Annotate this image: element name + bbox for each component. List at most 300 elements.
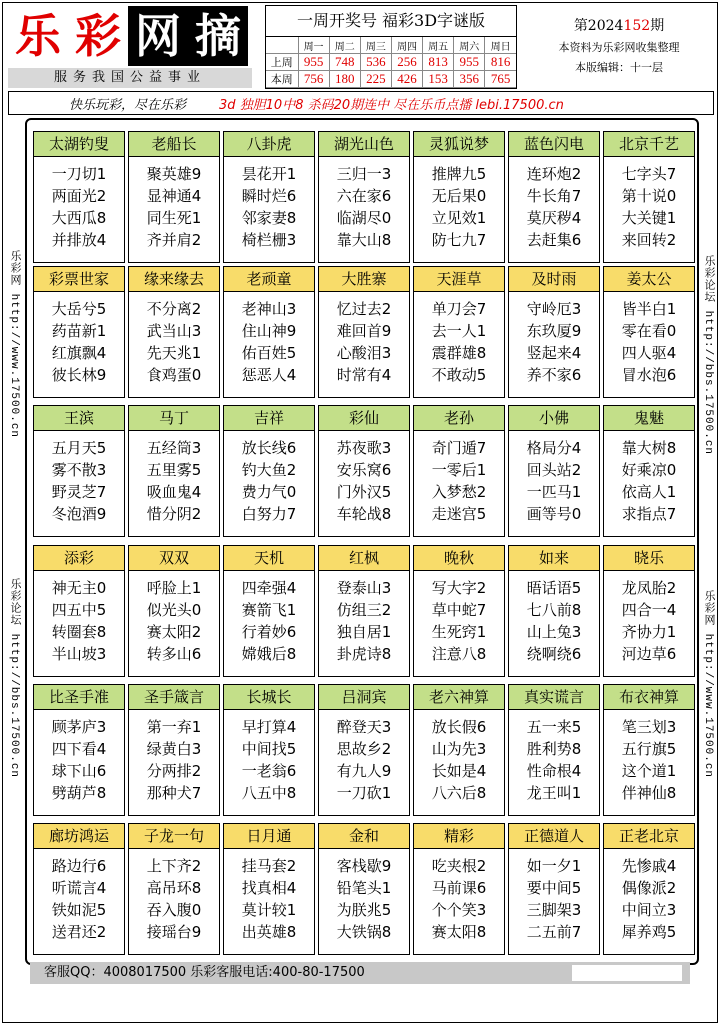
riddle-line: 转多山6 [146,645,202,663]
riddle-line: 高吊环8 [146,879,202,897]
card-title: 圣手箴言 [129,685,219,710]
riddle-line: 回头站2 [526,461,582,479]
card-title: 及时雨 [509,267,599,292]
card-body [34,157,124,251]
banner-slogan: 快乐玩彩，尽在乐彩 [69,97,187,113]
banner [8,91,714,115]
riddle-line: 伴神仙8 [621,784,677,802]
riddle-line: 要中间5 [526,879,582,897]
riddle-line: 画等号0 [526,505,582,523]
card-body [34,849,124,943]
card-body [224,571,314,665]
card-body [34,292,124,386]
riddle-line: 卦虎诗8 [336,645,392,663]
card-title: 正老北京 [604,824,694,849]
riddle-card [318,545,410,677]
riddle-card [413,823,505,955]
riddle-line: 难回首9 [336,322,392,340]
riddle-line: 中间找5 [241,740,297,758]
riddle-line: 送君还2 [51,923,107,941]
riddle-line: 一刀砍1 [336,784,392,802]
riddle-line: 醉登天3 [336,718,392,736]
riddle-line: 零在看0 [621,322,677,340]
logo-char-2: 彩 [68,6,128,66]
riddle-line: 客栈歇9 [336,857,392,875]
riddle-line: 惩恶人4 [241,366,297,384]
table-corner-cell [266,37,298,54]
riddle-line: 彼长林9 [51,366,107,384]
card-body [414,571,504,665]
riddle-line: 有九人9 [336,762,392,780]
riddle-line: 药苗新1 [51,322,107,340]
riddle-line: 走迷宫5 [431,505,487,523]
riddle-card [128,266,220,398]
card-body [604,292,694,386]
card-title: 金和 [319,824,409,849]
card-body [509,292,599,386]
riddle-card [223,823,315,955]
card-body [604,710,694,804]
riddle-line: 仿组三2 [336,601,392,619]
riddle-line: 二五前7 [526,923,582,941]
card-body [319,849,409,943]
riddle-line: 四下看4 [51,740,107,758]
riddle-line: 竖起来4 [526,344,582,362]
logo-char-1: 乐 [8,6,68,66]
banner-promo[interactable]: 3d 独胆10中8 杀码20期连中 尽在乐币点播 lebi.17500.cn [219,97,564,113]
draw-number: 955 [298,54,329,71]
card-title: 小佛 [509,406,599,431]
riddle-line: 震群雄8 [431,344,487,362]
card-title: 老船长 [129,132,219,157]
riddle-line: 防七九7 [431,231,487,249]
riddle-line: 犀养鸡5 [621,923,677,941]
day-header: 周六 [454,37,485,54]
riddle-line: 接瑶台9 [146,923,202,941]
riddle-line: 顾茅庐3 [51,718,107,736]
issue-number: 152 [623,18,651,34]
day-header: 周五 [423,37,454,54]
riddle-line: 不分离2 [146,300,202,318]
riddle-line: 铅笔头1 [336,879,392,897]
riddle-card [33,131,125,263]
footer [30,962,690,984]
riddle-line: 赛太阳8 [431,923,487,941]
card-body [604,157,694,251]
card-title: 彩票世家 [34,267,124,292]
card-body [224,849,314,943]
riddle-line: 连环炮2 [526,165,582,183]
riddle-line: 中间立3 [621,901,677,919]
card-body [129,710,219,804]
riddle-line: 白努力7 [241,505,297,523]
riddle-card [318,131,410,263]
card-body [509,157,599,251]
riddle-line: 奇门遁7 [431,439,487,457]
card-title: 灵狐说梦 [414,132,504,157]
riddle-line: 呼脸上1 [146,579,202,597]
draw-number: 955 [454,54,485,71]
issue-info [526,5,712,87]
riddle-line: 这个道1 [621,762,677,780]
riddle-line: 齐协力1 [621,623,677,641]
draw-number: 536 [360,54,391,71]
draw-results-title: 一周开奖号 福彩3D字谜版 [266,6,516,37]
riddle-line: 老神山3 [241,300,297,318]
riddle-line: 写大字2 [431,579,487,597]
riddle-line: 转圈套8 [51,623,107,641]
card-title: 天机 [224,546,314,571]
riddle-card [603,405,695,537]
riddle-line: 神无主0 [51,579,107,597]
riddle-card [33,823,125,955]
side-text-right-bottom: 乐彩网 http://www.17500.cn [702,590,714,779]
issue-prefix: 第2024 [573,18,624,34]
riddle-card [413,131,505,263]
card-body [509,710,599,804]
riddle-line: 个个笑3 [431,901,487,919]
card-title: 吕洞宾 [319,685,409,710]
riddle-line: 同生死1 [146,209,202,227]
card-body [129,431,219,525]
riddle-line: 莫厌秽4 [526,209,582,227]
card-title: 王滨 [34,406,124,431]
riddle-card [508,684,600,816]
riddle-line: 去一人1 [431,322,487,340]
card-body [34,571,124,665]
riddle-card [128,131,220,263]
riddle-line: 三脚架3 [526,901,582,919]
riddle-line: 先天兆1 [146,344,202,362]
riddle-card [413,545,505,677]
riddle-line: 苏夜歌3 [336,439,392,457]
riddle-line: 野灵芝7 [51,483,107,501]
draw-number: 765 [485,71,516,88]
draw-number: 256 [391,54,422,71]
riddle-card [223,545,315,677]
draw-number: 426 [391,71,422,88]
riddle-card [603,266,695,398]
footer-contact: 客服QQ：4008017500 乐彩客服电话:400-80-17500 [44,965,365,980]
riddle-line: 放长线6 [241,439,297,457]
card-title: 晚秋 [414,546,504,571]
riddle-line: 为朕兆5 [336,901,392,919]
card-body [34,710,124,804]
card-body [319,571,409,665]
riddle-line: 来回转2 [621,231,677,249]
riddle-card [603,545,695,677]
card-body [509,431,599,525]
riddle-line: 赛太阳2 [146,623,202,641]
riddle-line: 靠大山8 [336,231,392,249]
riddle-line: 大岳兮5 [51,300,107,318]
card-title: 鬼魅 [604,406,694,431]
riddle-card [508,131,600,263]
card-body [224,431,314,525]
card-title: 湖光山色 [319,132,409,157]
side-text-left-bottom: 乐彩论坛 http://bbs.17500.cn [8,578,20,779]
editor-note: 本版编辑：十一层 [575,61,663,74]
riddle-card [318,266,410,398]
riddle-line: 车轮战8 [336,505,392,523]
card-body [224,710,314,804]
riddle-line: 费力气0 [241,483,297,501]
card-title: 晓乐 [604,546,694,571]
riddle-line: 出英雄8 [241,923,297,941]
riddle-line: 靠大树8 [621,439,677,457]
card-title: 姜太公 [604,267,694,292]
card-title: 廊坊鸿运 [34,824,124,849]
riddle-line: 聚英雄9 [146,165,202,183]
riddle-line: 路边行6 [51,857,107,875]
card-title: 子龙一句 [129,824,219,849]
riddle-line: 河边草6 [621,645,677,663]
day-header: 周二 [329,37,360,54]
draw-number: 748 [329,54,360,71]
card-title: 比圣手准 [34,685,124,710]
riddle-line: 龙王叫1 [526,784,582,802]
riddle-card [508,545,600,677]
card-title: 蓝色闪电 [509,132,599,157]
riddle-line: 四合一4 [621,601,677,619]
riddle-line: 铁如泥5 [51,901,107,919]
riddle-line: 听谎言4 [51,879,107,897]
riddle-line: 武当山3 [146,322,202,340]
riddle-line: 三归一3 [336,165,392,183]
riddle-line: 一零后1 [431,461,487,479]
draw-number: 756 [298,71,329,88]
card-title: 红枫 [319,546,409,571]
riddle-line: 守岭厄3 [526,300,582,318]
card-title: 北京千艺 [604,132,694,157]
riddle-card [33,405,125,537]
riddle-card [603,131,695,263]
riddle-line: 半山坡3 [51,645,107,663]
riddle-line: 显神通4 [146,187,202,205]
footer-blank-box [572,965,682,981]
riddle-line: 大西瓜8 [51,209,107,227]
draw-number: 813 [423,54,454,71]
riddle-line: 四五中5 [51,601,107,619]
card-title: 长城长 [224,685,314,710]
riddle-line: 单刀会7 [431,300,487,318]
card-body [319,292,409,386]
riddle-line: 绿黄白3 [146,740,202,758]
riddle-card [603,823,695,955]
riddle-line: 四人驱4 [621,344,677,362]
riddle-card [128,684,220,816]
riddle-line: 七字头7 [621,165,677,183]
card-title: 正德道人 [509,824,599,849]
riddle-line: 心酸泪3 [336,344,392,362]
riddle-line: 昙花开1 [241,165,297,183]
riddle-line: 五里雾5 [146,461,202,479]
riddle-line: 立见效1 [431,209,487,227]
riddle-card [318,405,410,537]
riddle-line: 草中蛇7 [431,601,487,619]
logo [8,6,252,66]
riddle-line: 并排放4 [51,231,107,249]
card-title: 双双 [129,546,219,571]
draw-number: 356 [454,71,485,88]
draw-number: 816 [485,54,516,71]
riddle-line: 五一来5 [526,718,582,736]
draw-results-panel [265,5,517,89]
riddle-line: 马前课6 [431,879,487,897]
riddle-line: 赛箭飞1 [241,601,297,619]
riddle-line: 吞入腹0 [146,901,202,919]
row-label: 上周 [266,54,298,71]
riddle-line: 劈葫芦8 [51,784,107,802]
riddle-line: 注意八8 [431,645,487,663]
day-header: 周四 [391,37,422,54]
riddle-line: 那种犬7 [146,784,202,802]
riddle-line: 笔三划3 [621,718,677,736]
riddle-line: 大铁锅8 [336,923,392,941]
riddle-line: 佑百姓5 [241,344,297,362]
riddle-line: 邻家妻8 [241,209,297,227]
card-body [319,710,409,804]
riddle-line: 行着妙6 [241,623,297,641]
side-text-left-top: 乐彩网 http://www.17500.cn [8,250,20,439]
riddle-card [223,684,315,816]
riddle-line: 偶像派2 [621,879,677,897]
riddle-card [223,266,315,398]
riddle-line: 嫦娥后8 [241,645,297,663]
draw-number: 153 [423,71,454,88]
riddle-card [508,266,600,398]
riddle-line: 求指点7 [621,505,677,523]
riddle-card [603,684,695,816]
table-header-row [266,37,516,54]
riddle-line: 山为先3 [431,740,487,758]
card-title: 彩仙 [319,406,409,431]
card-body [224,292,314,386]
riddle-line: 惜分阴2 [146,505,202,523]
card-body [319,157,409,251]
riddle-line: 钓大鱼2 [241,461,297,479]
source-note: 本资料为乐彩网收集整理 [558,41,680,54]
card-body [129,157,219,251]
card-title: 添彩 [34,546,124,571]
riddle-card [318,684,410,816]
riddle-line: 长如是4 [431,762,487,780]
riddle-line: 性命根4 [526,762,582,780]
riddle-line: 皆半白1 [621,300,677,318]
card-body [414,431,504,525]
card-body [129,292,219,386]
riddle-card [128,545,220,677]
card-body [129,849,219,943]
card-title: 八卦虎 [224,132,314,157]
draw-results-table [266,37,516,88]
riddle-line: 临湖尽0 [336,209,392,227]
riddle-line: 安乐窝6 [336,461,392,479]
card-body [224,157,314,251]
riddle-line: 格局分4 [526,439,582,457]
card-title: 老孙 [414,406,504,431]
riddle-card [128,405,220,537]
riddle-line: 依高人1 [621,483,677,501]
riddle-line: 门外汉5 [336,483,392,501]
card-body [414,157,504,251]
riddle-card [223,405,315,537]
riddle-card [318,823,410,955]
riddle-line: 无后果0 [431,187,487,205]
riddle-line: 一刀切1 [51,165,107,183]
card-title: 老顽童 [224,267,314,292]
riddle-line: 入梦愁2 [431,483,487,501]
slogan: 服务我国公益事业 [8,68,252,88]
riddle-line: 忆过去2 [336,300,392,318]
riddle-card [508,823,600,955]
riddle-line: 好乘凉0 [621,461,677,479]
riddle-line: 椅栏栅3 [241,231,297,249]
riddle-line: 晤话语5 [526,579,582,597]
riddle-line: 胜利势8 [526,740,582,758]
riddle-line: 第十说0 [621,187,677,205]
riddle-line: 第一弃1 [146,718,202,736]
riddle-line: 思故乡2 [336,740,392,758]
table-row [266,71,516,88]
riddle-line: 先惨戚4 [621,857,677,875]
riddle-line: 分两排2 [146,762,202,780]
card-title: 大胜寨 [319,267,409,292]
riddle-line: 雾不散3 [51,461,107,479]
riddle-card [413,405,505,537]
card-title: 真实谎言 [509,685,599,710]
row-label: 本周 [266,71,298,88]
side-text-right-top: 乐彩论坛 http://bbs.17500.cn [702,255,714,456]
card-title: 如来 [509,546,599,571]
riddle-line: 一匹马1 [526,483,582,501]
issue-suffix: 期 [650,18,665,34]
riddle-line: 八六后8 [431,784,487,802]
riddle-line: 牛长角7 [526,187,582,205]
card-body [319,431,409,525]
riddle-line: 龙凤胎2 [621,579,677,597]
card-title: 精彩 [414,824,504,849]
card-title: 日月通 [224,824,314,849]
riddle-card [223,131,315,263]
riddle-line: 上下齐2 [146,857,202,875]
riddle-line: 球下山6 [51,762,107,780]
riddle-line: 养不家6 [526,366,582,384]
riddle-card [33,684,125,816]
day-header: 周一 [298,37,329,54]
card-body [414,292,504,386]
riddle-line: 一老翁6 [241,762,297,780]
riddle-line: 山上兔3 [526,623,582,641]
draw-number: 180 [329,71,360,88]
riddle-line: 推牌九5 [431,165,487,183]
riddle-line: 吃夹根2 [431,857,487,875]
riddle-line: 红旗飘4 [51,344,107,362]
riddle-line: 齐并肩2 [146,231,202,249]
riddle-card [33,266,125,398]
card-title: 布衣神算 [604,685,694,710]
riddle-line: 瞬时烂6 [241,187,297,205]
riddle-line: 如一夕1 [526,857,582,875]
riddle-card [413,266,505,398]
riddle-card [508,405,600,537]
card-title: 吉祥 [224,406,314,431]
riddle-line: 七八前8 [526,601,582,619]
card-title: 缘来缘去 [129,267,219,292]
riddle-line: 食鸡蛋0 [146,366,202,384]
card-body [604,849,694,943]
riddle-line: 似光头0 [146,601,202,619]
